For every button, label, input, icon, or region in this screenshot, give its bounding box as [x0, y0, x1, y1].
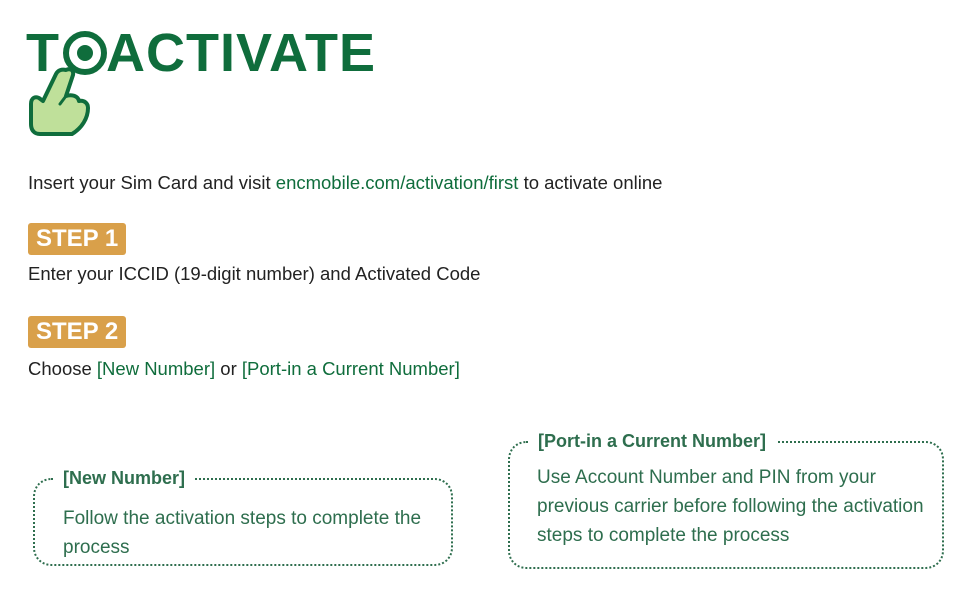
title-text: ACTIVATE	[106, 23, 376, 83]
pointing-hand-icon	[26, 64, 94, 138]
step-2-badge: STEP 2	[28, 316, 126, 348]
port-in-title: [Port-in a Current Number]	[528, 429, 776, 453]
option-new-number: [New Number]	[96, 358, 216, 379]
intro-suffix: to activate online	[518, 172, 663, 193]
new-number-body: Follow the activation steps to complete the process	[63, 508, 422, 558]
intro-prefix: Insert your Sim Card and visit	[28, 172, 276, 193]
step-2-prefix: Choose	[28, 358, 97, 379]
step-2-or: or	[215, 358, 242, 379]
step-1-badge: STEP 1	[28, 223, 126, 255]
option-port-in: [Port-in a Current Number]	[241, 358, 460, 379]
new-number-title: [New Number]	[53, 466, 195, 490]
port-in-body: Use Account Number and PIN from your previous carrier before following the activation steps to complete the process	[537, 467, 924, 546]
new-number-box	[33, 468, 453, 566]
activation-link[interactable]: encmobile.com/activation/first	[275, 172, 519, 193]
intro-text	[28, 171, 662, 195]
step-2-text	[28, 357, 460, 381]
step-1-text: Enter your ICCID (19-digit number) and Activated Code	[28, 263, 481, 284]
port-in-box	[508, 431, 944, 569]
title-letter-t: T	[26, 23, 60, 83]
page-title	[24, 22, 444, 142]
